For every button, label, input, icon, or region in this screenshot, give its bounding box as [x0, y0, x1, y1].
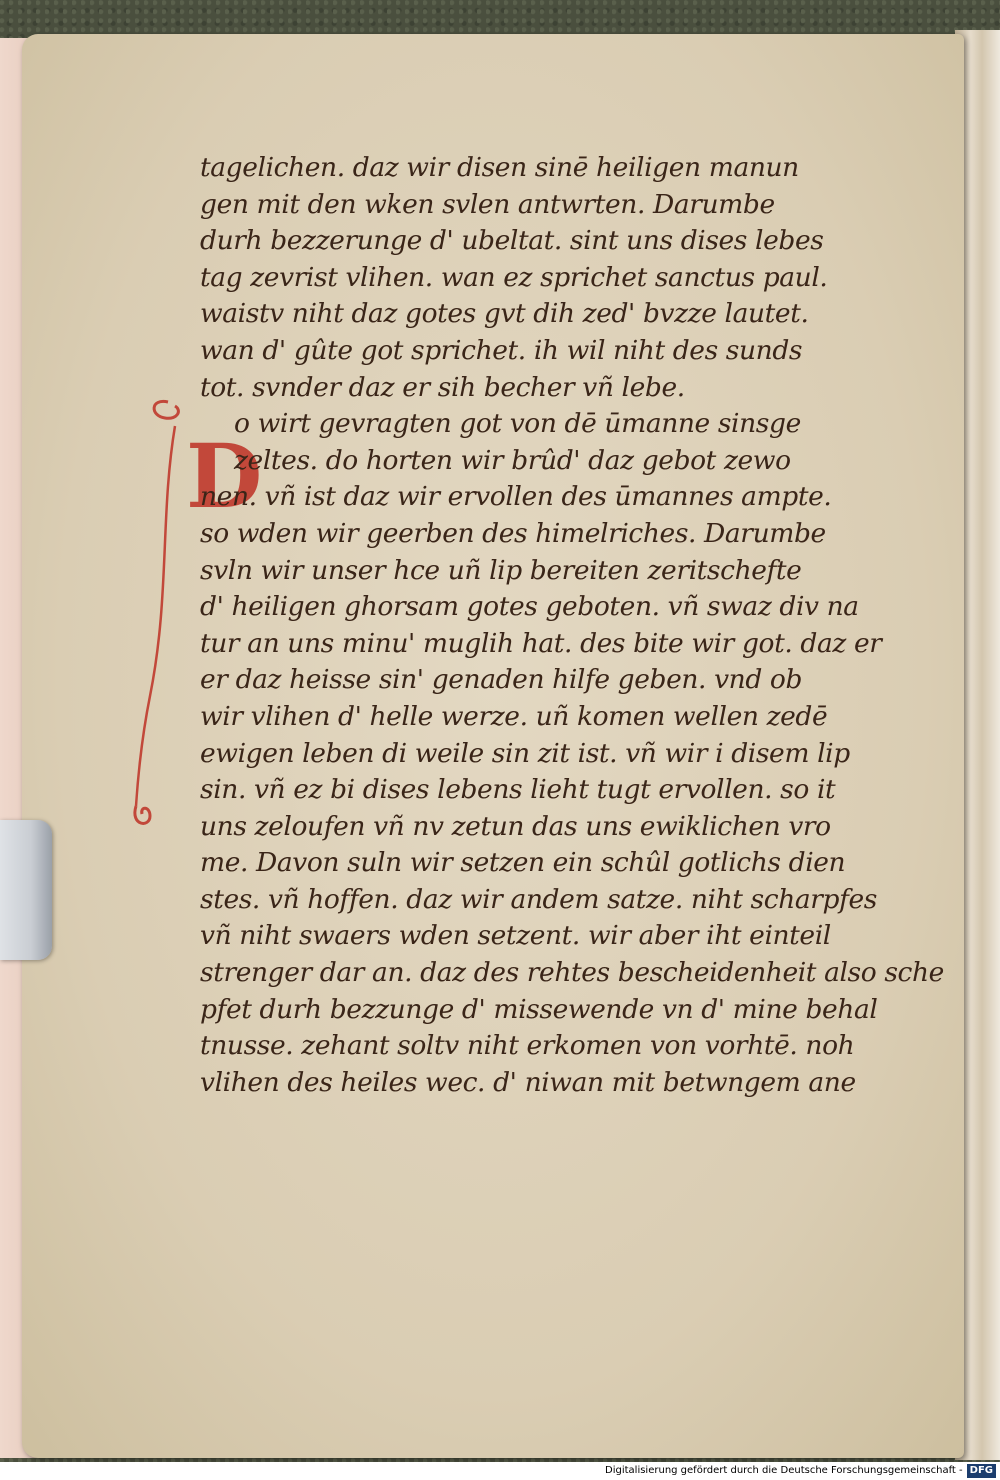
text-line: d' heiligen ghorsam gotes geboten. vñ swaz div na — [200, 591, 859, 623]
text-line: svln wir unser hce uñ lip bereiten zeritschefte — [200, 554, 802, 586]
text-line: vñ niht swaers wden setzent. wir aber iht einteil — [200, 920, 831, 952]
text-line: pfet durh bezzunge d' missewende vn d' mine behal — [200, 993, 878, 1025]
text-line: nen. vñ ist daz wir ervollen des ūmannes ampte. — [200, 481, 832, 513]
text-line: ewigen leben di weile sin zit ist. vñ wir i disem lip — [200, 737, 850, 769]
manuscript-text — [200, 150, 944, 1101]
text-line: strenger dar an. daz des rehtes bescheidenheit also sche — [200, 957, 944, 989]
text-line: vlihen des heiles wec. d' niwan mit betwngem ane — [200, 1066, 856, 1098]
text-line: er daz heisse sin' genaden hilfe geben. vnd ob — [200, 664, 803, 696]
text-line: uns zeloufen vñ nv zetun das uns ewiklichen vro — [200, 810, 831, 842]
book-clasp — [0, 820, 52, 960]
funding-credit: Digitalisierung gefördert durch die Deutsche Forschungsgemeinschaft - — [605, 1465, 963, 1476]
digitization-footer — [0, 1462, 1000, 1480]
text-line: wir vlihen d' helle werze. uñ komen wellen zedē — [200, 700, 828, 732]
text-line: waistv niht daz gotes gvt dih zed' bvzze lautet. — [200, 298, 809, 330]
text-line: tagelichen. daz wir disen sinē heiligen manun — [200, 152, 799, 183]
text-line: o wirt gevragten got von dē ūmanne sinsge — [234, 408, 801, 440]
text-line: gen mit den wken svlen antwrten. Darumbe — [200, 188, 775, 220]
red-initial-letter: D — [186, 424, 263, 528]
text-line: durh bezzerunge d' ubeltat. sint uns dises lebes — [200, 225, 824, 257]
text-line: me. Davon suln wir setzen ein schûl gotlichs dien — [200, 847, 846, 879]
text-line: tur an uns minu' muglih hat. des bite wir got. daz er — [200, 627, 882, 659]
text-line: tag zevrist vlihen. wan ez sprichet sanctus paul. — [200, 261, 828, 293]
text-line: stes. vñ hoffen. daz wir andem satze. niht scharpfes — [200, 883, 877, 915]
text-line: so wden wir geerben des himelriches. Darumbe — [200, 517, 826, 549]
text-line: tot. svnder daz er sih becher vñ lebe. — [200, 371, 685, 403]
text-line: tnusse. zehant soltv niht erkomen von vorhtē. noh — [200, 1030, 855, 1062]
dfg-logo: DFG — [967, 1464, 996, 1478]
text-line: zeltes. do horten wir brûd' daz gebot zewo — [234, 444, 791, 476]
text-line: wan d' gûte got sprichet. ih wil niht des sunds — [200, 334, 803, 366]
initial-flourish — [120, 396, 190, 836]
text-line: sin. vñ ez bi dises lebens lieht tugt ervollen. so it — [200, 774, 836, 806]
